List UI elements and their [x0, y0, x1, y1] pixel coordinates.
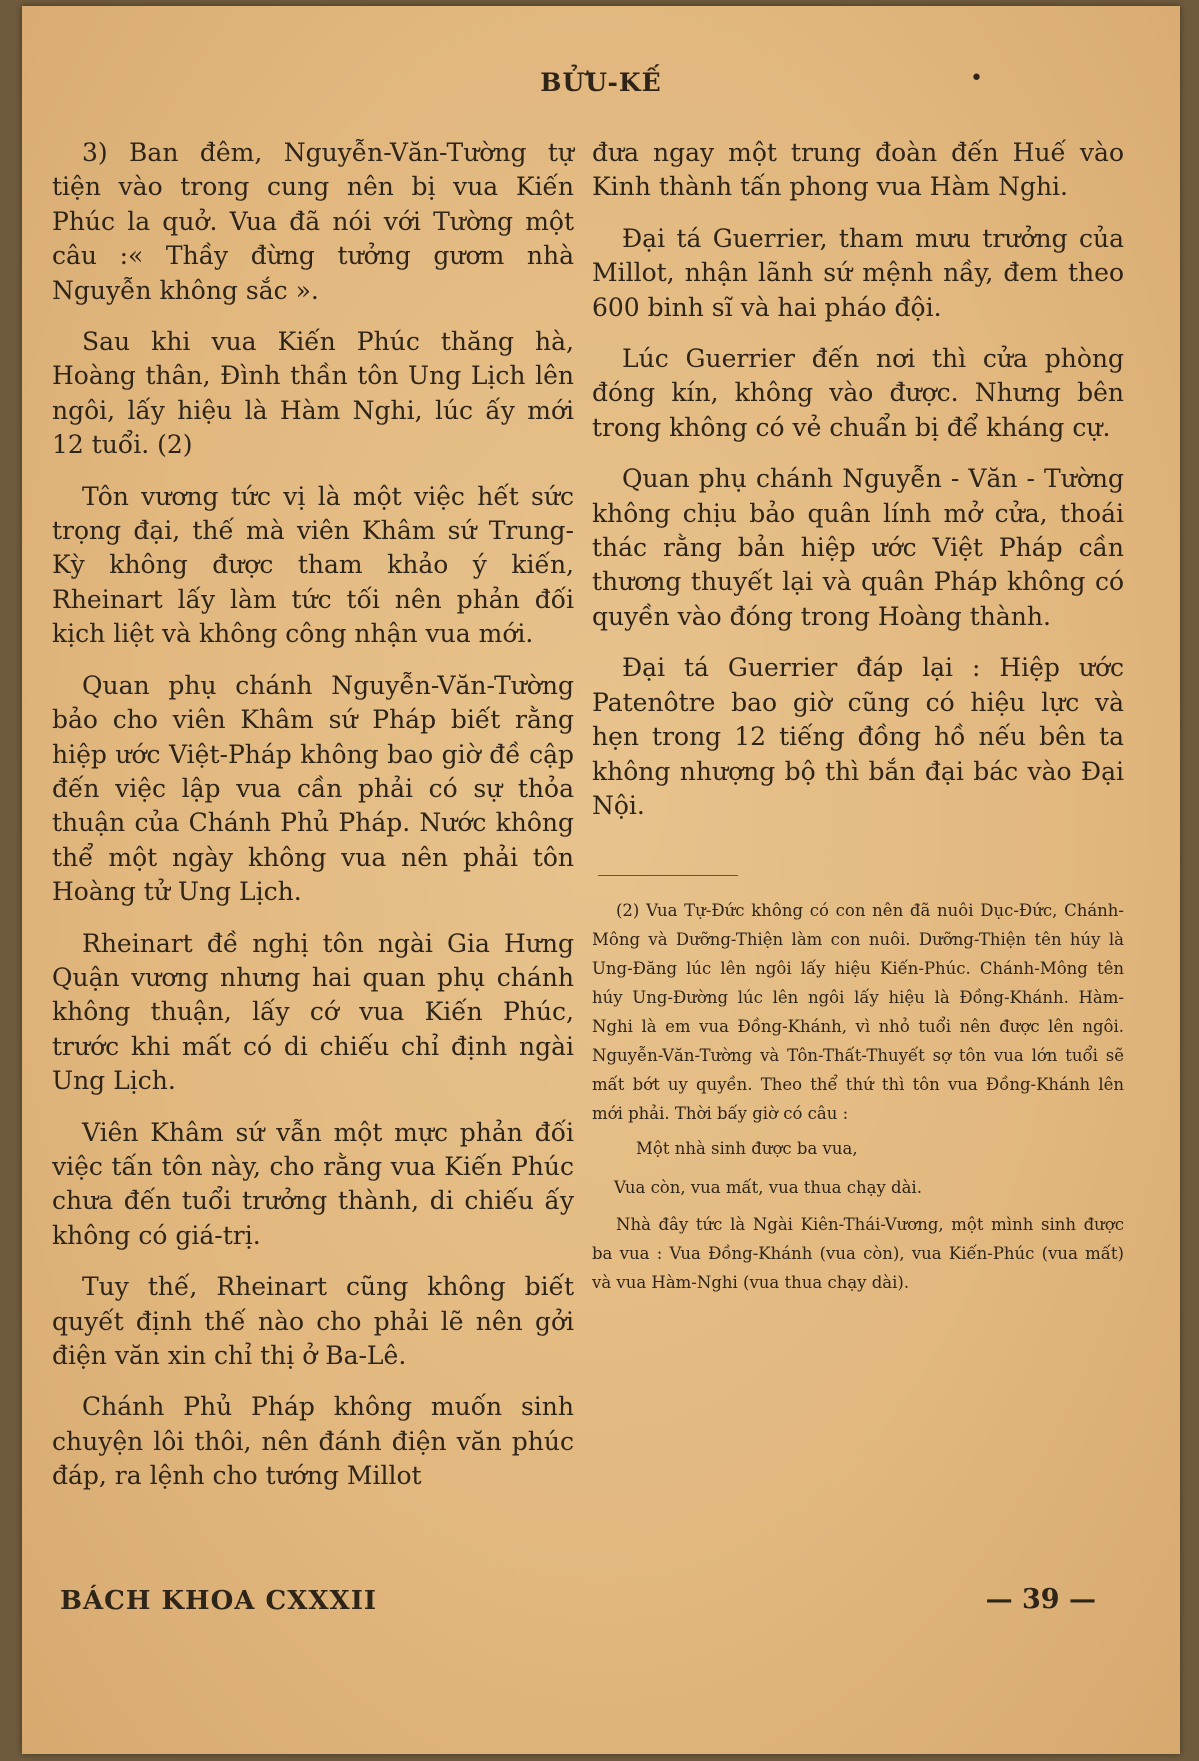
paragraph: Đại tá Guerrier, tham mưu trưởng của Millot, nhận lãnh sứ mệnh nầy, đem theo 600 binh sĩ và hai pháo đội.: [592, 223, 1124, 322]
footnote-divider: [598, 875, 738, 876]
paragraph: Chánh Phủ Pháp không muốn sinh chuyện lôi thôi, nên đánh điện văn phúc đáp, ra lệnh cho tướng Millot: [52, 1392, 574, 1491]
left-column: [52, 136, 574, 1511]
footnote-closing: Nhà đây tức là Ngài Kiên-Thái-Vương, một mình sinh được ba vua : Vua Đồng-Khánh (vua còn), vua Kiến-Phúc (vua mất) và vua Hàm-Nghi (vua thua chạy dài).: [592, 1215, 1124, 1293]
footnote-verse: Vua còn, vua mất, vua thua chạy dài.: [614, 1178, 922, 1198]
publication-name: BÁCH KHOA CXXXII: [60, 1586, 378, 1616]
footnote-text: (2) Vua Tự-Đức không có con nên đã nuôi Dục-Đức, Chánh-Mông và Dưỡng-Thiện làm con nuôi. Dưỡng-Thiện tên húy là Ung-Đăng lúc lên ngôi lấy hiệu Kiến-Phúc. Chánh-Mông tên húy Ung-Đường lúc lên ngôi lấy hiệu là Đồng-Khánh. Hàm-Nghi là em vua Đồng-Khánh, vì nhỏ tuổi nên được lên ngôi. Nguyễn-Văn-Tường và Tôn-Thất-Thuyết sợ tôn vua lớn tuổi sẽ mất bớt uy quyền. Theo thể thứ thì tôn vua Đồng-Khánh lên mới phải. Thời bấy giờ có câu :: [592, 901, 1124, 1124]
page-mark: •: [970, 66, 983, 91]
paragraph: Đại tá Guerrier đáp lại : Hiệp ước Patenôtre bao giờ cũng có hiệu lực và hẹn trong 12 tiếng đồng hồ nếu bên ta không nhượng bộ thì bắn đại bác vào Đại Nội.: [592, 653, 1124, 820]
paragraph: đưa ngay một trung đoàn đến Huế vào Kinh thành tấn phong vua Hàm Nghi.: [592, 138, 1124, 202]
paragraph: Quan phụ chánh Nguyễn - Văn - Tường không chịu bảo quân lính mở cửa, thoái thác rằng bản hiệp ước Việt Pháp cần thương thuyết lại và quân Pháp không có quyền vào đóng trong Hoàng thành.: [592, 464, 1124, 631]
page-header: BỬU-KẾ: [540, 68, 662, 97]
footnote-verse: Một nhà sinh được ba vua,: [636, 1139, 858, 1159]
paragraph: Quan phụ chánh Nguyễn-Văn-Tường bảo cho viên Khâm sứ Pháp biết rằng hiệp ước Việt-Pháp không bao giờ đề cập đến việc lập vua cần phải có sự thỏa thuận của Chánh Phủ Pháp. Nước không thể một ngày không vua nên phải tôn Hoàng tử Ung Lịch.: [52, 670, 574, 907]
paragraph: Tôn vương tức vị là một việc hết sức trọng đại, thế mà viên Khâm sứ Trung-Kỳ không được tham khảo ý kiến, Rheinart lấy làm tức tối nên phản đối kịch liệt và không công nhận vua mới.: [52, 481, 574, 649]
right-column: [592, 136, 1124, 1303]
paragraph: Rheinart đề nghị tôn ngài Gia Hưng Quận vương nhưng hai quan phụ chánh không thuận, lấy cớ vua Kiến Phúc, trước khi mất có di chiếu chỉ định ngài Ung Lịch.: [52, 928, 574, 1096]
paragraph: Tuy thế, Rheinart cũng không biết quyết định thế nào cho phải lẽ nên gởi điện văn xin chỉ thị ở Ba-Lê.: [52, 1272, 574, 1370]
paragraph: Sau khi vua Kiến Phúc thăng hà, Hoàng thân, Đình thần tôn Ung Lịch lên ngôi, lấy hiệu là Hàm Nghi, lúc ấy mới 12 tuổi. (2): [52, 327, 574, 460]
paragraph: Lúc Guerrier đến nơi thì cửa phòng đóng kín, không vào được. Nhưng bên trong không có vẻ chuẩn bị để kháng cự.: [592, 344, 1124, 442]
book-page: [22, 6, 1180, 1754]
page-number: — 39 —: [985, 1584, 1096, 1615]
paragraph: Viên Khâm sứ vẫn một mực phản đối việc tấn tôn này, cho rằng vua Kiến Phúc chưa đến tuổi trưởng thành, di chiếu ấy không có giá-trị.: [52, 1117, 574, 1250]
footnote: [592, 896, 1124, 1297]
paragraph: 3) Ban đêm, Nguyễn-Văn-Tường tự tiện vào trong cung nên bị vua Kiến Phúc la quở. Vua đã nói với Tường một câu :« Thầy đừng tưởng gươm nhà Nguyễn không sắc ».: [52, 138, 574, 305]
